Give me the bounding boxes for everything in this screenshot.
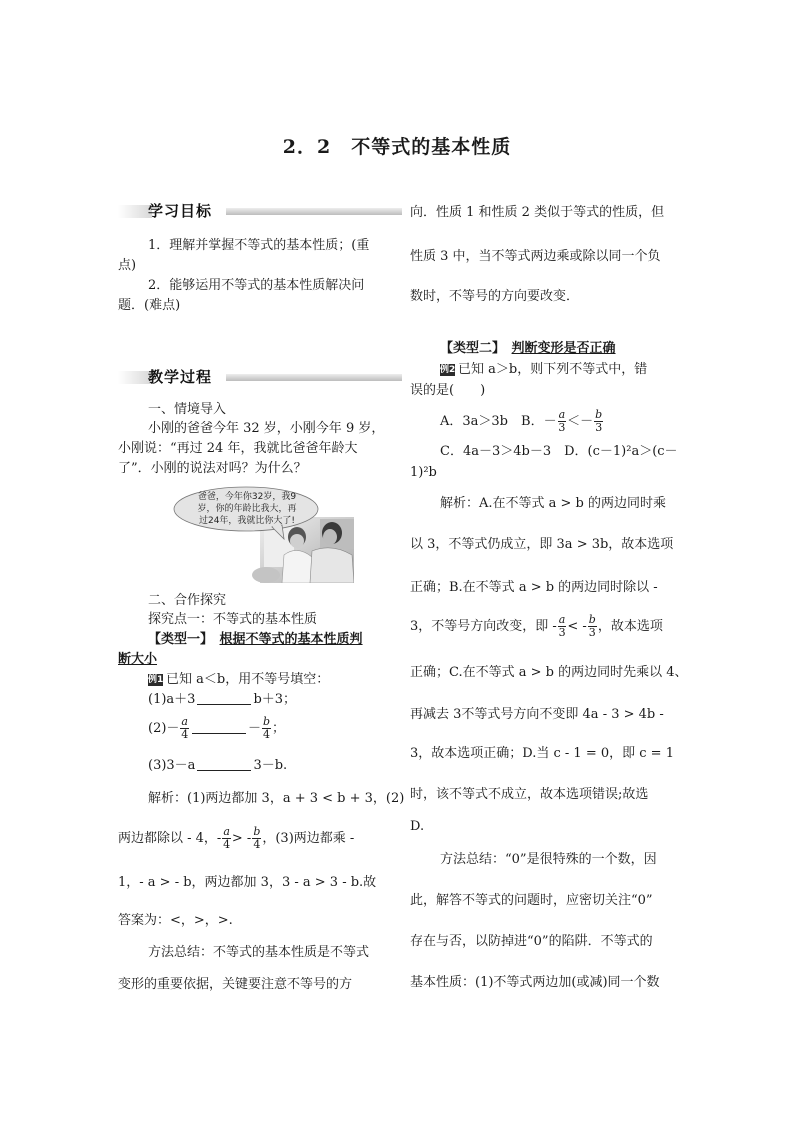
speech-bubble-text: 爸爸，今年你32岁，我9 岁，你的年龄比我大，再 过24年，我就比你大了!	[197, 492, 297, 526]
fraction: $\frac{a}{3}$	[558, 408, 566, 434]
text-line: 探究点一：不等式的基本性质	[148, 612, 318, 627]
solution-line: 答案为：<，>，>.	[118, 913, 233, 928]
solution-line: 正确；C.在不等式 a > b 的两边同时先乘以 4、	[410, 665, 688, 680]
goal-line: 题．(难点)	[118, 298, 181, 313]
section-header-bar	[226, 374, 402, 381]
text-line: 数时，不等号的方向要改变．	[410, 289, 580, 304]
fraction: $\frac{a}{4}$	[223, 825, 231, 851]
blank-line	[192, 720, 246, 734]
goal-line: 1．理解并掌握不等式的基本性质；(重	[148, 238, 370, 253]
solution-line: 两边都除以 - 4，- $\frac{a}{4}$ > - $\frac{b}{4}$ ，(3)两边都乘 -	[118, 825, 355, 851]
type-title-cont: 断大小	[118, 652, 158, 667]
example-stem: 例1 已知 a＜b，用不等号填空：	[148, 672, 330, 687]
illustration	[172, 485, 354, 583]
summary-line: 方法总结：“0”是很特殊的一个数，因	[440, 852, 657, 867]
example-item: (2)－ $\frac{a}{4}$ － $\frac{b}{4}$ ；	[148, 715, 286, 741]
summary-line: 变形的重要依据，关键要注意不等号的方	[118, 977, 353, 992]
fraction: $\frac{b}{3}$	[588, 613, 596, 639]
goal-line: 2．能够运用不等式的基本性质解决问	[148, 278, 365, 293]
solution-line: 1，- a > - b，两边都加 3，3 - a > 3 - b.故	[118, 875, 377, 890]
solution-line: 再减去 3不等式号方向不变即 4a - 3 > 4b -	[410, 707, 664, 722]
example-badge: 例2	[440, 365, 456, 375]
solution-line: 3，不等号方向改变，即 - $\frac{a}{3}$ < - $\frac{b}{3}$ ，故本选项	[410, 613, 663, 639]
solution-line: 时，该不等式不成立，故本选项错误;故选	[410, 787, 649, 802]
type-tag: 【类型二】	[440, 341, 499, 356]
fraction: $\frac{b}{3}$	[595, 408, 603, 434]
summary-line: 存在与否，以防掉进“0”的陷阱．不等式的	[410, 934, 653, 949]
right-column	[410, 0, 688, 1123]
fraction: $\frac{b}{4}$	[253, 825, 261, 851]
page-title: 2．2 不等式的基本性质	[282, 136, 512, 158]
solution-line: D.	[410, 819, 425, 834]
type-title: 判断变形是否正确	[511, 341, 616, 356]
section-header-label: 教学过程	[148, 368, 213, 386]
summary-line: 基本性质：(1)不等式两边加(或减)同一个数	[410, 975, 660, 990]
solution-line: 3，故本选项正确；D.当 c - 1 = 0，即 c = 1	[410, 746, 674, 761]
text-line: 了”．小刚的说法对吗？为什么？	[118, 461, 307, 476]
subsection-title: 一、情境导入	[148, 402, 227, 417]
blank-line	[197, 691, 251, 705]
summary-line: 此，解答不等式的问题时，应密切关注“0”	[410, 893, 653, 908]
section-header-process	[118, 369, 402, 386]
example-stem: 例2 已知 a＞b，则下列不等式中，错	[440, 362, 648, 377]
text-line: 小刚的爸爸今年 32 岁，小刚今年 9 岁，	[148, 421, 385, 436]
option-row: A．3a＞3b B．－ $\frac{a}{3}$ ＜－ $\frac{b}{3}$	[440, 408, 603, 434]
example-stem-cont: 误的是( )	[410, 383, 486, 398]
goal-line: 点)	[118, 258, 137, 273]
type-heading	[148, 631, 363, 648]
text-line: 小刚说：“再过 24 年，我就比爸爸年龄大	[118, 441, 358, 456]
option-row: C．4a－3＞4b－3 D．(c－1)²a＞(c－	[440, 444, 678, 459]
solution-line: 正确；B.在不等式 a > b 的两边同时除以 -	[410, 580, 658, 595]
type-title: 根据不等式的基本性质判	[219, 632, 363, 647]
option-row-cont: 1)²b	[410, 465, 437, 480]
blank-line	[197, 757, 251, 771]
type-tag: 【类型一】	[148, 632, 207, 647]
type-heading	[440, 340, 616, 357]
solution-line: 以 3，不等式仍成立，即 3a > 3b，故本选项	[410, 537, 674, 552]
summary-line: 方法总结：不等式的基本性质是不等式	[148, 945, 370, 960]
example-item: (1)a＋3 b＋3；	[148, 692, 297, 707]
fraction: $\frac{a}{3}$	[558, 613, 566, 639]
example-badge: 例1	[148, 675, 164, 685]
text-line: 性质 3 中，当不等式两边乘或除以同一个负	[410, 249, 661, 264]
section-header-bar	[226, 208, 402, 215]
text-line: 向．性质 1 和性质 2 类似于等式的性质，但	[410, 205, 665, 220]
solution-line: 解析：A.在不等式 a > b 的两边同时乘	[440, 496, 667, 511]
solution-line: 解析：(1)两边都加 3，a + 3 < b + 3，(2)	[148, 791, 405, 806]
section-header-label: 学习目标	[148, 202, 213, 220]
section-header-goals	[118, 203, 402, 220]
fraction: $\frac{a}{4}$	[181, 715, 189, 741]
fraction: $\frac{b}{4}$	[263, 715, 271, 741]
subsection-title: 二、合作探究	[148, 593, 227, 608]
example-item: (3)3－a 3－b.	[148, 758, 288, 773]
